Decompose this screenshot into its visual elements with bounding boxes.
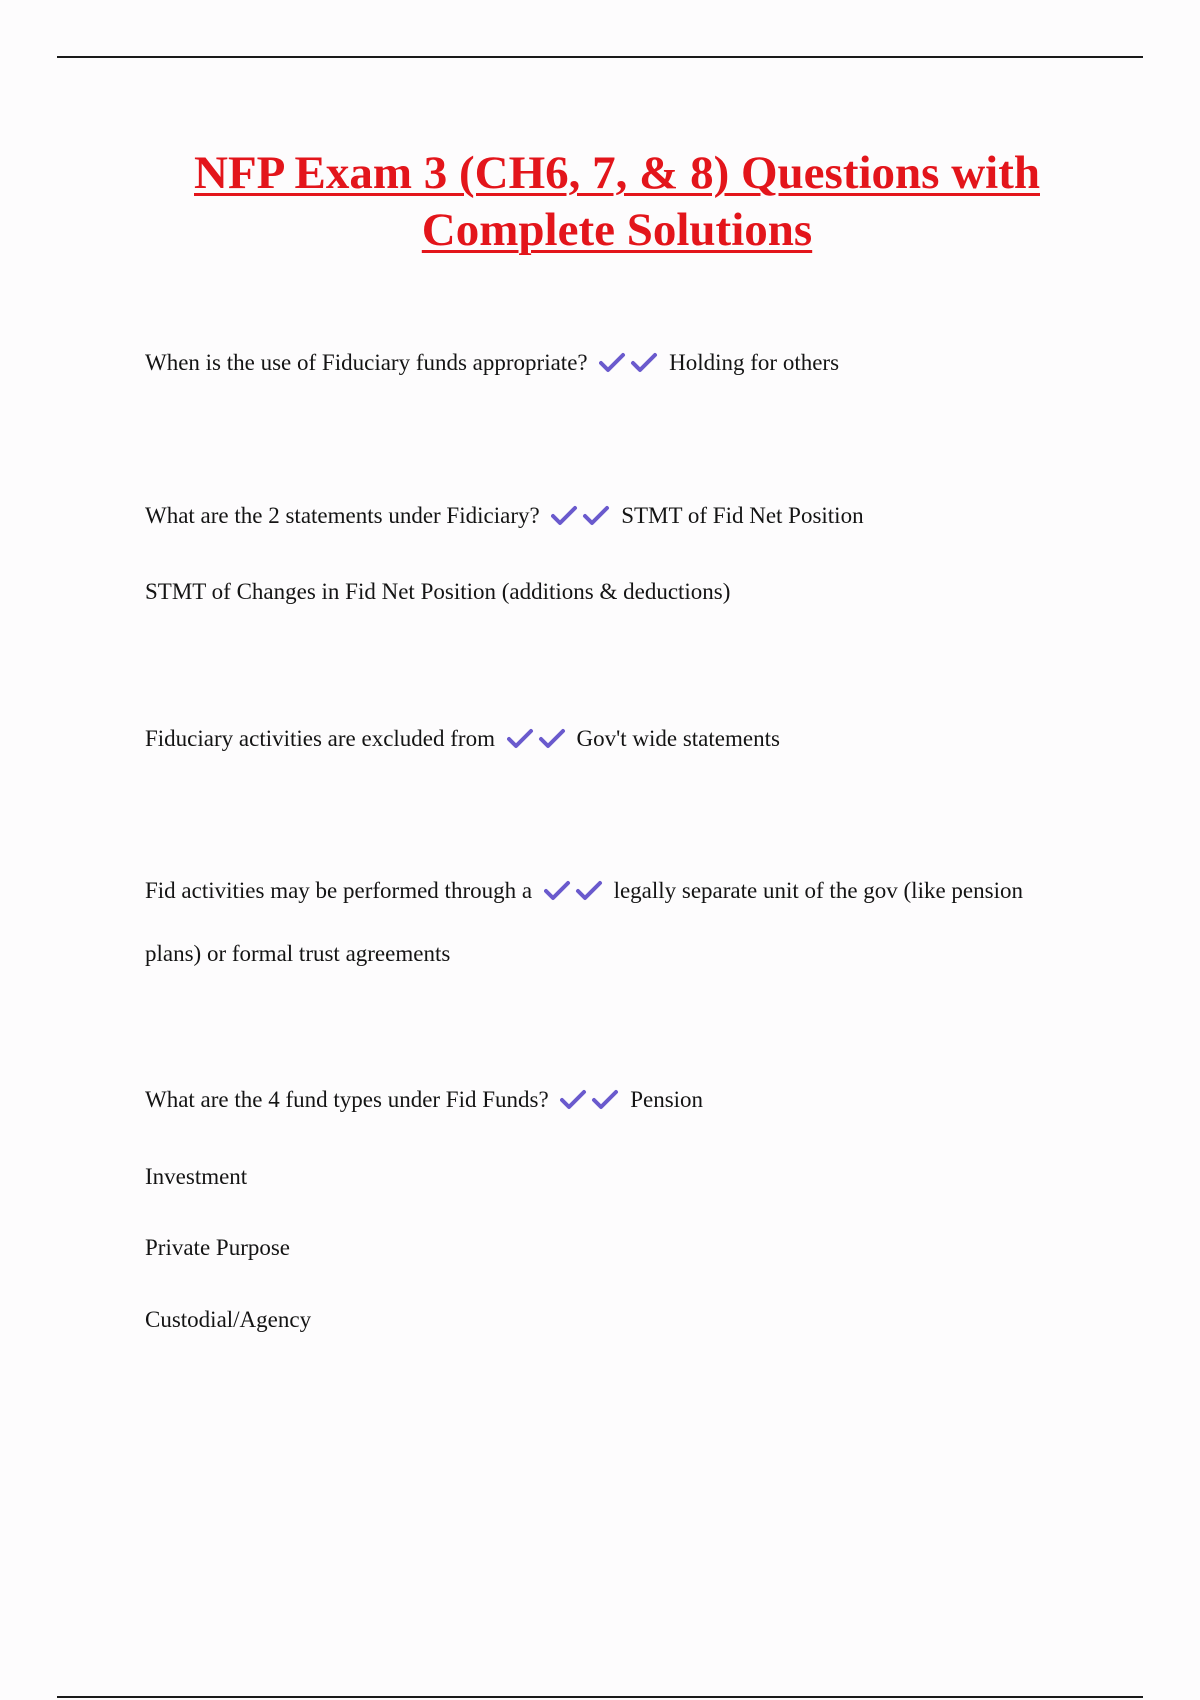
double-check-icon: [599, 352, 659, 374]
qa-item-1: [145, 349, 839, 377]
question-text: Fid activities may be performed through a: [145, 878, 533, 903]
answer-list-item: Custodial/Agency: [145, 1307, 312, 1332]
qa-item-3: [145, 725, 780, 753]
question-text: What are the 2 statements under Fidiciary?: [145, 503, 540, 528]
document-title: [100, 145, 1134, 259]
question-text: When is the use of Fiduciary funds appropriate?: [145, 350, 588, 375]
double-check-icon: [544, 880, 604, 902]
answer-continuation: STMT of Changes in Fid Net Position (additions & deductions): [145, 579, 731, 604]
answer-text: Gov't wide statements: [576, 726, 780, 751]
double-check-icon: [551, 505, 611, 527]
question-text: Fiduciary activities are excluded from: [145, 726, 495, 751]
qa-item-4: [145, 877, 1023, 905]
question-text: What are the 4 fund types under Fid Funds?: [145, 1087, 549, 1112]
answer-text: Pension: [630, 1087, 704, 1112]
top-rule: [57, 56, 1143, 58]
double-check-icon: [560, 1089, 620, 1111]
answer-text: Holding for others: [669, 350, 840, 375]
answer-list-item: Investment: [145, 1164, 248, 1189]
double-check-icon: [507, 728, 567, 750]
answer-list-item: Private Purpose: [145, 1235, 291, 1260]
answer-text: legally separate unit of the gov (like pension: [613, 878, 1023, 903]
title-line-2: Complete Solutions: [421, 204, 813, 256]
answer-continuation: plans) or formal trust agreements: [145, 941, 451, 966]
answer-text: STMT of Fid Net Position: [621, 503, 864, 528]
qa-item-2: [145, 502, 864, 530]
title-line-1: NFP Exam 3 (CH6, 7, & 8) Questions with: [194, 147, 1040, 199]
bottom-rule: [57, 1696, 1143, 1698]
qa-item-5: [145, 1086, 703, 1114]
